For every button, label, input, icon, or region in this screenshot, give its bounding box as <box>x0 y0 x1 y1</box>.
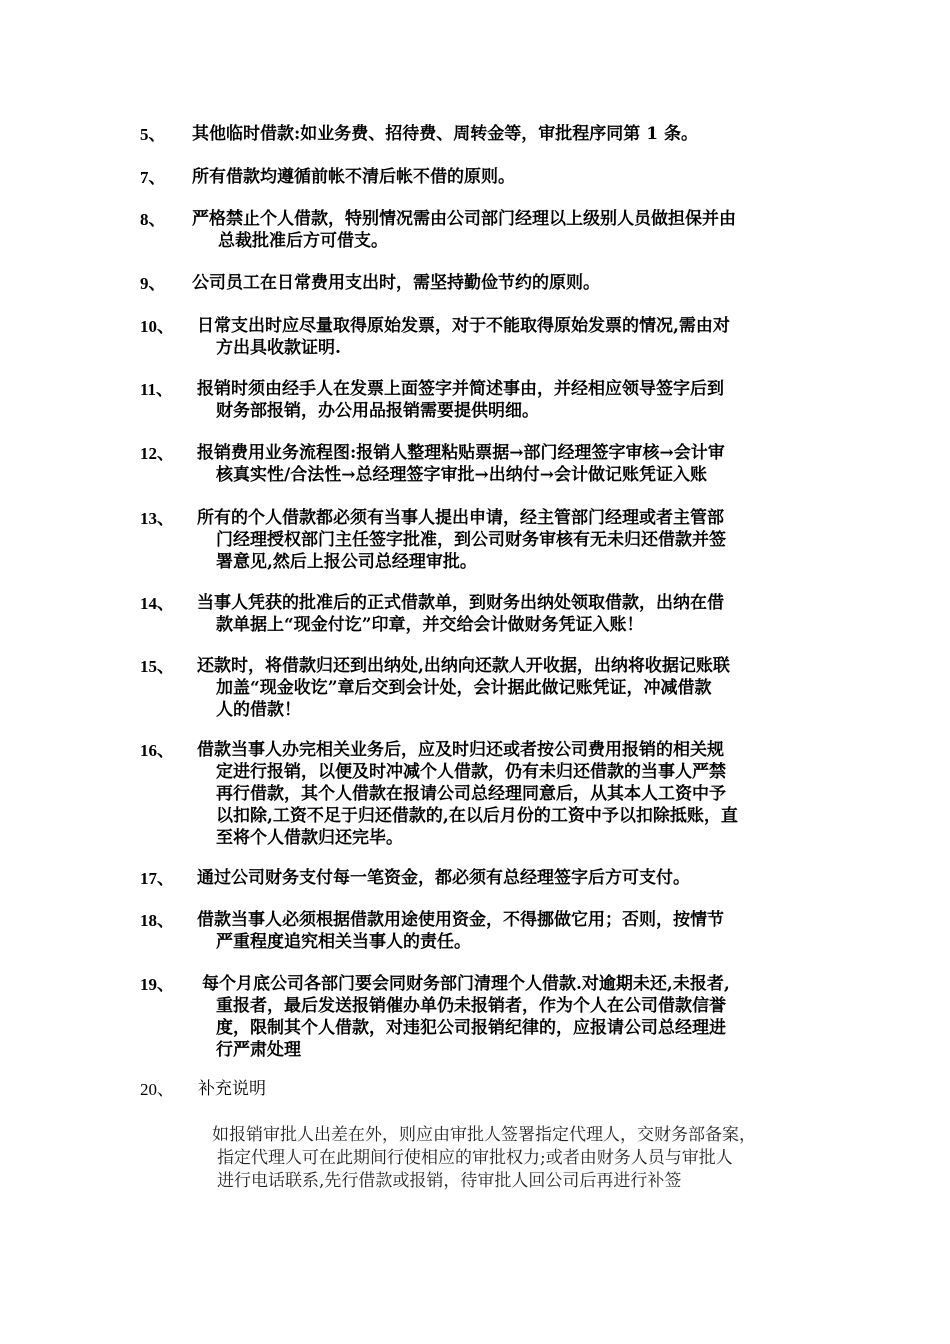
item-number: 14、 <box>140 594 174 613</box>
item-text-continued: 行严肃处理 <box>216 1040 301 1060</box>
note-line: 进行电话联系,先行借款或报销，待审批人回公司后再进行补签 <box>217 1171 682 1191</box>
item-number: 7、 <box>140 168 166 187</box>
item-number: 8、 <box>140 210 166 229</box>
item-text-continued: 总裁批准后方可借支。 <box>218 231 388 251</box>
item-number: 9、 <box>140 274 166 293</box>
item-text-continued: 度，限制其个人借款，对违犯公司报销纪律的，应报请公司总经理进 <box>216 1018 726 1038</box>
item-number: 18、 <box>140 911 174 930</box>
item-number: 16、 <box>140 741 174 760</box>
item-text: 所有借款均遵循前帐不清后帐不借的原则。 <box>192 167 515 187</box>
item-text-continued: 加盖“现金收讫”章后交到会计处，会计据此做记账凭证，冲减借款 <box>216 678 712 698</box>
note-line: 指定代理人可在此期间行使相应的审批权力;或者由财务人员与审批人 <box>217 1148 733 1168</box>
item-text: 其他临时借款:如业务费、招待费、周转金等，审批程序同第 1 条。 <box>192 124 698 144</box>
item-text: 日常支出时应尽量取得原始发票，对于不能取得原始发票的情况,需由对 <box>197 316 730 336</box>
item-number: 5、 <box>140 125 166 144</box>
item-text: 还款时，将借款归还到出纳处,出纳向还款人开收据，出纳将收据记账联 <box>197 656 730 676</box>
item-text-continued: 人的借款！ <box>216 700 301 720</box>
item-text: 严格禁止个人借款，特别情况需由公司部门经理以上级别人员做担保并由 <box>192 209 736 229</box>
item-text-continued: 再行借款，其个人借款在报请公司总经理同意后，从其本人工资中予 <box>216 784 726 804</box>
item-text-continued: 重报者，最后发送报销催办单仍未报销者，作为个人在公司借款信誉 <box>216 996 726 1016</box>
item-text-continued: 款单据上“现金付讫”印章，并交给会计做财务凭证入账！ <box>216 615 644 635</box>
item-text-continued: 财务部报销，办公用品报销需要提供明细。 <box>216 401 539 421</box>
item-number: 20、 <box>140 1080 174 1099</box>
item-text: 每个月底公司各部门要会同财务部门清理个人借款.对逾期未还,未报者, <box>202 974 730 994</box>
item-text-continued: 严重程度追究相关当事人的责任。 <box>216 932 471 952</box>
note-line: 如报销审批人出差在外，则应由审批人签署指定代理人，交财务部备案， <box>212 1125 756 1145</box>
item-text-continued: 门经理授权部门主任签字批准，到公司财务审核有无未归还借款并签 <box>216 530 726 550</box>
item-text: 补充说明 <box>198 1079 266 1099</box>
item-number: 17、 <box>140 869 174 888</box>
item-number: 10、 <box>140 317 174 336</box>
item-number: 11、 <box>140 380 174 399</box>
item-text-continued: 方出具收款证明. <box>216 338 341 358</box>
item-text: 报销时须由经手人在发票上面签字并简述事由，并经相应领导签字后到 <box>197 379 724 399</box>
item-text: 借款当事人必须根据借款用途使用资金，不得挪做它用；否则，按情节 <box>197 910 724 930</box>
item-number: 19、 <box>140 975 174 994</box>
item-number: 12、 <box>140 444 174 463</box>
item-text: 公司员工在日常费用支出时，需坚持勤俭节约的原则。 <box>192 273 600 293</box>
item-text: 借款当事人办完相关业务后，应及时归还或者按公司费用报销的相关规 <box>197 740 724 760</box>
item-number: 15、 <box>140 657 174 676</box>
item-text-continued: 核真实性/合法性→总经理签字审批→出纳付→会计做记账凭证入账 <box>216 465 707 485</box>
item-text: 报销费用业务流程图:报销人整理粘贴票据→部门经理签字审核→会计审 <box>197 443 725 463</box>
item-text: 当事人凭获的批准后的正式借款单，到财务出纳处领取借款，出纳在借 <box>197 593 724 613</box>
item-text-continued: 定进行报销，以便及时冲减个人借款，仍有未归还借款的当事人严禁 <box>216 762 726 782</box>
item-text-continued: 至将个人借款归还完毕。 <box>216 828 403 848</box>
item-number: 13、 <box>140 509 174 528</box>
item-text-continued: 以扣除,工资不足于归还借款的,在以后月份的工资中予以扣除抵账，直 <box>216 806 738 826</box>
item-text: 所有的个人借款都必须有当事人提出申请，经主管部门经理或者主管部 <box>197 508 724 528</box>
item-text: 通过公司财务支付每一笔资金，都必须有总经理签字后方可支付。 <box>197 868 690 888</box>
item-text-continued: 署意见,然后上报公司总经理审批。 <box>216 552 477 572</box>
